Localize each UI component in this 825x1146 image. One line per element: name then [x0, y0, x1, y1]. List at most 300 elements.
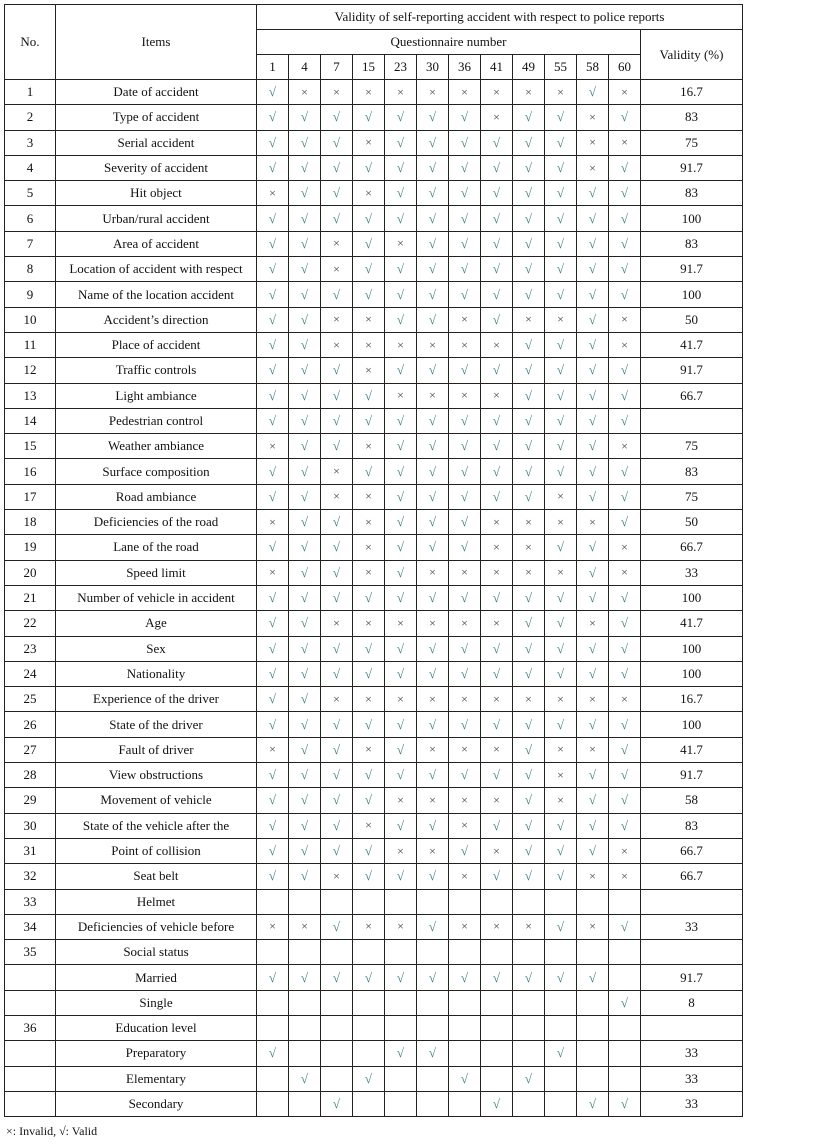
valid-mark-cell: √: [577, 383, 609, 408]
valid-mark-cell: √: [545, 383, 577, 408]
valid-mark-cell: √: [513, 813, 545, 838]
valid-mark-cell: √: [545, 181, 577, 206]
invalid-mark-cell: ×: [353, 332, 385, 357]
valid-mark-cell: √: [577, 434, 609, 459]
table-row: [5, 282, 743, 307]
valid-mark-cell: √: [513, 257, 545, 282]
valid-mark-cell: √: [289, 257, 321, 282]
invalid-mark-cell: ×: [417, 383, 449, 408]
valid-mark-cell: √: [417, 864, 449, 889]
invalid-mark-cell: ×: [481, 611, 513, 636]
row-validity: [641, 889, 743, 914]
invalid-mark-cell: ×: [481, 788, 513, 813]
invalid-mark-cell: ×: [321, 459, 353, 484]
invalid-mark-cell: ×: [321, 864, 353, 889]
valid-mark-cell: √: [257, 611, 289, 636]
valid-mark-cell: √: [321, 282, 353, 307]
valid-mark-cell: √: [257, 965, 289, 990]
valid-mark-cell: √: [257, 383, 289, 408]
row-item: Name of the location accident: [56, 282, 257, 307]
row-item: Hit object: [56, 181, 257, 206]
valid-mark-cell: √: [481, 307, 513, 332]
invalid-mark-cell: ×: [577, 155, 609, 180]
valid-mark-cell: √: [545, 105, 577, 130]
valid-mark-cell: √: [257, 231, 289, 256]
row-item: State of the driver: [56, 712, 257, 737]
valid-mark-cell: √: [449, 661, 481, 686]
empty-cell: [449, 1091, 481, 1116]
table-row: [5, 737, 743, 762]
invalid-mark-cell: ×: [257, 181, 289, 206]
header-group-title: Validity of self-reporting accident with respect to police reports: [257, 5, 743, 30]
header-items: Items: [56, 5, 257, 80]
row-item: Single: [56, 990, 257, 1015]
empty-cell: [385, 940, 417, 965]
row-number: 12: [5, 358, 56, 383]
row-number: 19: [5, 535, 56, 560]
invalid-mark-cell: ×: [577, 737, 609, 762]
valid-mark-cell: √: [289, 307, 321, 332]
valid-mark-cell: √: [289, 864, 321, 889]
table-row: [5, 80, 743, 105]
row-number: 24: [5, 661, 56, 686]
empty-cell: [513, 990, 545, 1015]
empty-cell: [609, 1066, 641, 1091]
empty-cell: [545, 940, 577, 965]
valid-mark-cell: √: [513, 383, 545, 408]
row-number: 20: [5, 560, 56, 585]
row-number: 10: [5, 307, 56, 332]
valid-mark-cell: √: [321, 358, 353, 383]
empty-cell: [289, 1091, 321, 1116]
invalid-mark-cell: ×: [417, 838, 449, 863]
valid-mark-cell: √: [289, 585, 321, 610]
valid-mark-cell: √: [385, 560, 417, 585]
valid-mark-cell: √: [321, 105, 353, 130]
valid-mark-cell: √: [481, 661, 513, 686]
valid-mark-cell: √: [513, 864, 545, 889]
invalid-mark-cell: ×: [449, 687, 481, 712]
valid-mark-cell: √: [481, 459, 513, 484]
valid-mark-cell: √: [481, 206, 513, 231]
invalid-mark-cell: ×: [609, 535, 641, 560]
invalid-mark-cell: ×: [609, 838, 641, 863]
valid-mark-cell: √: [513, 838, 545, 863]
valid-mark-cell: √: [289, 206, 321, 231]
header-questionnaire-49: 49: [513, 55, 545, 80]
valid-mark-cell: √: [609, 737, 641, 762]
valid-mark-cell: √: [513, 408, 545, 433]
valid-mark-cell: √: [577, 636, 609, 661]
valid-mark-cell: √: [385, 105, 417, 130]
invalid-mark-cell: ×: [449, 737, 481, 762]
valid-mark-cell: √: [481, 257, 513, 282]
empty-cell: [417, 1066, 449, 1091]
row-number: 36: [5, 1015, 56, 1040]
table-row: [5, 560, 743, 585]
valid-mark-cell: √: [577, 1091, 609, 1116]
valid-mark-cell: √: [321, 788, 353, 813]
table-row: [5, 535, 743, 560]
valid-mark-cell: √: [545, 155, 577, 180]
invalid-mark-cell: ×: [577, 864, 609, 889]
invalid-mark-cell: ×: [609, 130, 641, 155]
valid-mark-cell: √: [353, 1066, 385, 1091]
header-questionnaire-1: 1: [257, 55, 289, 80]
empty-cell: [481, 1041, 513, 1066]
valid-mark-cell: √: [321, 560, 353, 585]
row-number: 9: [5, 282, 56, 307]
empty-cell: [321, 1066, 353, 1091]
row-item: Experience of the driver: [56, 687, 257, 712]
empty-cell: [385, 1091, 417, 1116]
empty-cell: [577, 889, 609, 914]
invalid-mark-cell: ×: [385, 838, 417, 863]
table-row: [5, 889, 743, 914]
row-item: Weather ambiance: [56, 434, 257, 459]
row-validity: [641, 408, 743, 433]
invalid-mark-cell: ×: [481, 510, 513, 535]
valid-mark-cell: √: [417, 813, 449, 838]
invalid-mark-cell: ×: [417, 332, 449, 357]
row-number: 29: [5, 788, 56, 813]
valid-mark-cell: √: [289, 181, 321, 206]
empty-cell: [257, 1015, 289, 1040]
invalid-mark-cell: ×: [385, 80, 417, 105]
valid-mark-cell: √: [577, 80, 609, 105]
valid-mark-cell: √: [257, 712, 289, 737]
valid-mark-cell: √: [449, 484, 481, 509]
valid-mark-cell: √: [385, 181, 417, 206]
valid-mark-cell: √: [481, 408, 513, 433]
empty-cell: [577, 940, 609, 965]
empty-cell: [289, 940, 321, 965]
empty-cell: [513, 1015, 545, 1040]
valid-mark-cell: √: [289, 1066, 321, 1091]
valid-mark-cell: √: [353, 257, 385, 282]
empty-cell: [481, 889, 513, 914]
invalid-mark-cell: ×: [481, 80, 513, 105]
valid-mark-cell: √: [257, 332, 289, 357]
empty-cell: [449, 889, 481, 914]
invalid-mark-cell: ×: [289, 80, 321, 105]
valid-mark-cell: √: [353, 231, 385, 256]
invalid-mark-cell: ×: [257, 560, 289, 585]
row-number: 11: [5, 332, 56, 357]
invalid-mark-cell: ×: [577, 510, 609, 535]
valid-mark-cell: √: [545, 332, 577, 357]
invalid-mark-cell: ×: [449, 788, 481, 813]
invalid-mark-cell: ×: [321, 332, 353, 357]
valid-mark-cell: √: [289, 535, 321, 560]
valid-mark-cell: √: [481, 181, 513, 206]
valid-mark-cell: √: [289, 484, 321, 509]
valid-mark-cell: √: [289, 282, 321, 307]
valid-mark-cell: √: [609, 914, 641, 939]
row-number: 27: [5, 737, 56, 762]
valid-mark-cell: √: [321, 383, 353, 408]
valid-mark-cell: √: [577, 535, 609, 560]
table-row: [5, 434, 743, 459]
valid-mark-cell: √: [609, 383, 641, 408]
valid-mark-cell: √: [257, 1041, 289, 1066]
table-row: [5, 788, 743, 813]
valid-mark-cell: √: [289, 763, 321, 788]
row-number: 1: [5, 80, 56, 105]
row-item: Location of accident with respect: [56, 257, 257, 282]
valid-mark-cell: √: [449, 965, 481, 990]
valid-mark-cell: √: [385, 535, 417, 560]
invalid-mark-cell: ×: [353, 687, 385, 712]
invalid-mark-cell: ×: [577, 611, 609, 636]
valid-mark-cell: √: [321, 712, 353, 737]
row-item: Road ambiance: [56, 484, 257, 509]
invalid-mark-cell: ×: [417, 560, 449, 585]
valid-mark-cell: √: [417, 585, 449, 610]
row-validity: 50: [641, 510, 743, 535]
invalid-mark-cell: ×: [353, 181, 385, 206]
valid-mark-cell: √: [257, 257, 289, 282]
invalid-mark-cell: ×: [257, 510, 289, 535]
row-item: Seat belt: [56, 864, 257, 889]
valid-mark-cell: √: [577, 181, 609, 206]
table-row: [5, 965, 743, 990]
row-validity: 91.7: [641, 358, 743, 383]
valid-mark-cell: √: [577, 763, 609, 788]
empty-cell: [353, 889, 385, 914]
empty-cell: [353, 940, 385, 965]
valid-mark-cell: √: [385, 864, 417, 889]
empty-cell: [321, 1041, 353, 1066]
invalid-mark-cell: ×: [577, 914, 609, 939]
invalid-mark-cell: ×: [417, 611, 449, 636]
valid-mark-cell: √: [289, 636, 321, 661]
empty-cell: [577, 1066, 609, 1091]
valid-mark-cell: √: [321, 585, 353, 610]
valid-mark-cell: √: [321, 636, 353, 661]
invalid-mark-cell: ×: [449, 80, 481, 105]
valid-mark-cell: √: [449, 206, 481, 231]
valid-mark-cell: √: [449, 838, 481, 863]
valid-mark-cell: √: [257, 358, 289, 383]
header-validity: Validity (%): [641, 30, 743, 80]
valid-mark-cell: √: [353, 636, 385, 661]
invalid-mark-cell: ×: [545, 560, 577, 585]
invalid-mark-cell: ×: [481, 560, 513, 585]
row-validity: 75: [641, 484, 743, 509]
valid-mark-cell: √: [321, 535, 353, 560]
table-row: [5, 864, 743, 889]
invalid-mark-cell: ×: [609, 332, 641, 357]
valid-mark-cell: √: [449, 231, 481, 256]
header-questionnaire-7: 7: [321, 55, 353, 80]
valid-mark-cell: √: [385, 408, 417, 433]
invalid-mark-cell: ×: [321, 611, 353, 636]
row-number: 18: [5, 510, 56, 535]
invalid-mark-cell: ×: [513, 687, 545, 712]
valid-mark-cell: √: [289, 712, 321, 737]
invalid-mark-cell: ×: [513, 510, 545, 535]
invalid-mark-cell: ×: [449, 332, 481, 357]
valid-mark-cell: √: [513, 358, 545, 383]
row-item: Place of accident: [56, 332, 257, 357]
valid-mark-cell: √: [257, 585, 289, 610]
valid-mark-cell: √: [513, 282, 545, 307]
invalid-mark-cell: ×: [609, 560, 641, 585]
row-validity: 66.7: [641, 864, 743, 889]
valid-mark-cell: √: [609, 181, 641, 206]
header-questionnaire-60: 60: [609, 55, 641, 80]
table-row: [5, 383, 743, 408]
table-row: [5, 585, 743, 610]
row-item: Surface composition: [56, 459, 257, 484]
row-validity: 100: [641, 206, 743, 231]
row-item: Elementary: [56, 1066, 257, 1091]
row-item: Preparatory: [56, 1041, 257, 1066]
row-validity: [641, 940, 743, 965]
table-row: [5, 838, 743, 863]
valid-mark-cell: √: [257, 535, 289, 560]
valid-mark-cell: √: [609, 459, 641, 484]
invalid-mark-cell: ×: [577, 687, 609, 712]
row-validity: 100: [641, 661, 743, 686]
valid-mark-cell: √: [321, 181, 353, 206]
valid-mark-cell: √: [481, 155, 513, 180]
empty-cell: [289, 889, 321, 914]
valid-mark-cell: √: [545, 636, 577, 661]
invalid-mark-cell: ×: [385, 611, 417, 636]
valid-mark-cell: √: [545, 231, 577, 256]
valid-mark-cell: √: [257, 864, 289, 889]
invalid-mark-cell: ×: [449, 383, 481, 408]
valid-mark-cell: √: [449, 434, 481, 459]
empty-cell: [513, 889, 545, 914]
valid-mark-cell: √: [257, 105, 289, 130]
valid-mark-cell: √: [545, 358, 577, 383]
invalid-mark-cell: ×: [353, 914, 385, 939]
valid-mark-cell: √: [513, 636, 545, 661]
invalid-mark-cell: ×: [609, 687, 641, 712]
valid-mark-cell: √: [321, 813, 353, 838]
valid-mark-cell: √: [577, 661, 609, 686]
valid-mark-cell: √: [577, 788, 609, 813]
table-row: [5, 105, 743, 130]
valid-mark-cell: √: [417, 763, 449, 788]
validity-table: [4, 4, 743, 1117]
valid-mark-cell: √: [289, 965, 321, 990]
valid-mark-cell: √: [481, 358, 513, 383]
empty-cell: [321, 940, 353, 965]
valid-mark-cell: √: [417, 661, 449, 686]
table-row: [5, 712, 743, 737]
invalid-mark-cell: ×: [417, 687, 449, 712]
empty-cell: [321, 1015, 353, 1040]
row-item: Married: [56, 965, 257, 990]
valid-mark-cell: √: [321, 206, 353, 231]
valid-mark-cell: √: [321, 838, 353, 863]
row-number: 34: [5, 914, 56, 939]
valid-mark-cell: √: [577, 257, 609, 282]
row-item: Movement of vehicle: [56, 788, 257, 813]
invalid-mark-cell: ×: [481, 105, 513, 130]
row-item: Sex: [56, 636, 257, 661]
valid-mark-cell: √: [385, 257, 417, 282]
valid-mark-cell: √: [289, 459, 321, 484]
invalid-mark-cell: ×: [513, 80, 545, 105]
row-number: 17: [5, 484, 56, 509]
valid-mark-cell: √: [513, 788, 545, 813]
valid-mark-cell: √: [481, 965, 513, 990]
invalid-mark-cell: ×: [545, 687, 577, 712]
valid-mark-cell: √: [513, 105, 545, 130]
row-validity: 8: [641, 990, 743, 1015]
valid-mark-cell: √: [289, 155, 321, 180]
valid-mark-cell: √: [417, 155, 449, 180]
valid-mark-cell: √: [609, 763, 641, 788]
valid-mark-cell: √: [481, 1091, 513, 1116]
empty-cell: [353, 1015, 385, 1040]
valid-mark-cell: √: [449, 408, 481, 433]
invalid-mark-cell: ×: [449, 813, 481, 838]
invalid-mark-cell: ×: [257, 737, 289, 762]
invalid-mark-cell: ×: [577, 105, 609, 130]
row-item: Number of vehicle in accident: [56, 585, 257, 610]
valid-mark-cell: √: [385, 307, 417, 332]
valid-mark-cell: √: [417, 636, 449, 661]
empty-cell: [385, 1015, 417, 1040]
row-validity: 50: [641, 307, 743, 332]
table-row: [5, 130, 743, 155]
valid-mark-cell: √: [417, 408, 449, 433]
empty-cell: [353, 1041, 385, 1066]
valid-mark-cell: √: [385, 1041, 417, 1066]
valid-mark-cell: √: [417, 914, 449, 939]
empty-cell: [545, 1066, 577, 1091]
valid-mark-cell: √: [513, 130, 545, 155]
empty-cell: [417, 940, 449, 965]
table-row: [5, 231, 743, 256]
valid-mark-cell: √: [353, 788, 385, 813]
valid-mark-cell: √: [321, 914, 353, 939]
valid-mark-cell: √: [513, 484, 545, 509]
empty-cell: [417, 889, 449, 914]
table-row: [5, 687, 743, 712]
valid-mark-cell: √: [353, 585, 385, 610]
valid-mark-cell: √: [257, 788, 289, 813]
valid-mark-cell: √: [385, 206, 417, 231]
invalid-mark-cell: ×: [321, 257, 353, 282]
valid-mark-cell: √: [385, 282, 417, 307]
valid-mark-cell: √: [545, 535, 577, 560]
valid-mark-cell: √: [257, 687, 289, 712]
invalid-mark-cell: ×: [609, 864, 641, 889]
invalid-mark-cell: ×: [449, 611, 481, 636]
valid-mark-cell: √: [385, 130, 417, 155]
valid-mark-cell: √: [353, 763, 385, 788]
empty-cell: [417, 990, 449, 1015]
valid-mark-cell: √: [577, 813, 609, 838]
valid-mark-cell: √: [577, 408, 609, 433]
valid-mark-cell: √: [545, 712, 577, 737]
valid-mark-cell: √: [545, 914, 577, 939]
valid-mark-cell: √: [481, 763, 513, 788]
valid-mark-cell: √: [449, 459, 481, 484]
table-row: [5, 484, 743, 509]
valid-mark-cell: √: [481, 484, 513, 509]
valid-mark-cell: √: [481, 636, 513, 661]
invalid-mark-cell: ×: [481, 332, 513, 357]
empty-cell: [321, 990, 353, 1015]
